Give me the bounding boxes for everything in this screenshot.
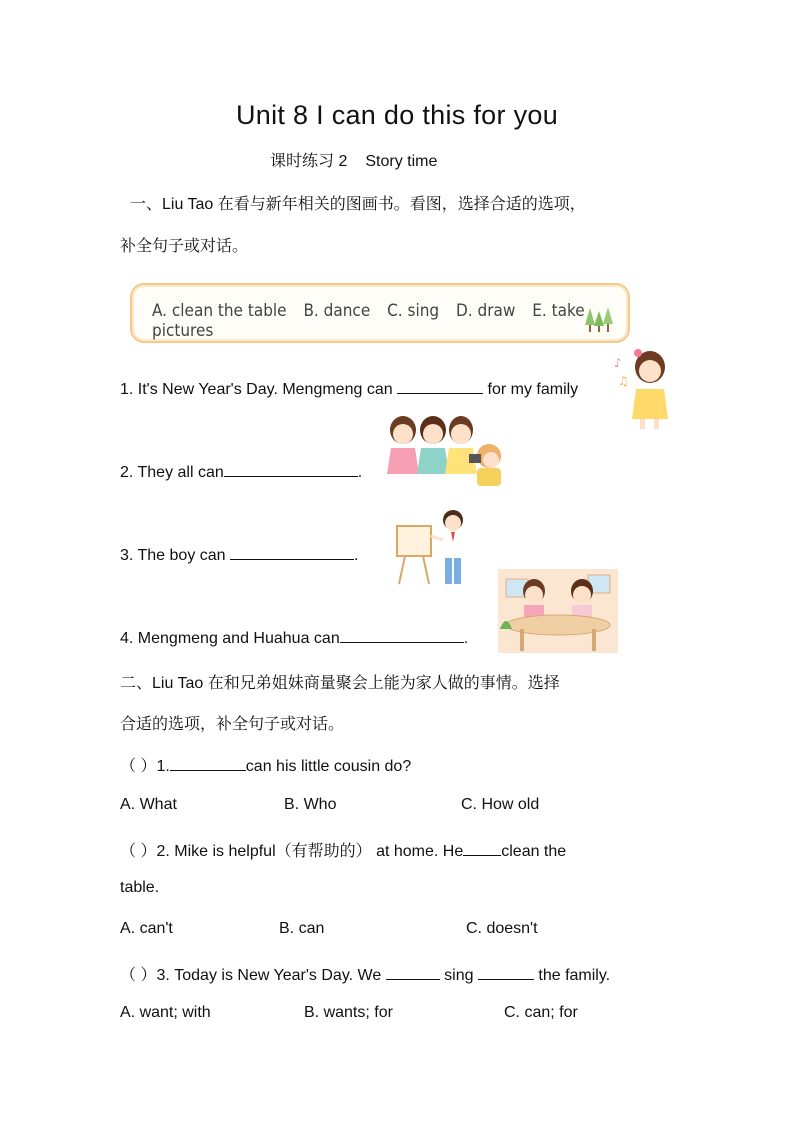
option-a: A. clean the table (152, 301, 287, 321)
s2-q1-blank (170, 757, 246, 771)
s2-q3-choice-c: C. can; for (504, 1004, 578, 1021)
page-subtitle (270, 148, 437, 171)
girls-dancing-illustration (385, 412, 515, 492)
s2-q2-cont: table. (120, 879, 160, 896)
svg-text:♫: ♫ (618, 374, 629, 388)
boy-drawing-illustration (393, 508, 473, 588)
trees-icon (584, 305, 614, 335)
s1-item-4-text: 4. Mengmeng and Huahua can (120, 630, 340, 647)
s1-item-1-blank[interactable] (397, 380, 483, 394)
s2-q2-choice-a: A. can't (120, 920, 173, 937)
s2-q3-tail: the family. (533, 967, 611, 984)
s2-q3-mid: sing (439, 967, 478, 984)
s2-q1-choice-a: A. What (120, 796, 177, 813)
svg-text:♪: ♪ (614, 356, 622, 370)
answer-paren[interactable]: （ ） (120, 843, 157, 860)
answer-paren[interactable]: （ ） (120, 758, 157, 775)
s1-item-2 (120, 463, 362, 482)
s2-q1-choice-b: B. Who (284, 796, 337, 813)
girls-cleaning-table-illustration (498, 569, 618, 653)
s1-item-1 (120, 380, 578, 399)
s2-q2-choice-c: C. doesn't (466, 920, 538, 937)
section1-heading-cont: 补全句子或对话。 (120, 238, 249, 255)
options-box (130, 283, 630, 343)
s1-item-2-blank[interactable] (224, 463, 358, 477)
s1-item-3 (120, 546, 358, 565)
s2-q1-number: 1. (156, 758, 170, 775)
s2-q2-tail: clean the (501, 843, 567, 860)
s1-item-2-tail: . (357, 464, 363, 481)
page-title: Unit 8 I can do this for you (235, 100, 559, 130)
lesson-label: 课时练习 2 (270, 153, 348, 170)
s1-item-4-tail: . (463, 630, 469, 647)
section2-heading: 二、Liu Tao 在和兄弟姐妹商量聚会上能为家人做的事情。选择 (120, 675, 560, 692)
s1-item-3-text: 3. The boy can (120, 547, 230, 564)
part-label: Story time (365, 153, 438, 170)
s2-q2-choice-b: B. can (279, 920, 325, 937)
s1-item-1-tail: for my family (483, 381, 579, 398)
singing-girl-illustration (612, 345, 672, 435)
option-b: B. dance (303, 301, 371, 321)
s2-question-1 (120, 753, 411, 776)
s2-q3-blank-1 (386, 966, 440, 980)
option-d: D. draw (456, 301, 516, 321)
s1-item-4-blank[interactable] (340, 629, 464, 643)
options-list (152, 301, 628, 341)
option-c: C. sing (387, 301, 440, 321)
s2-q1-choice-c: C. How old (461, 796, 540, 813)
s1-item-1-text: 1. It's New Year's Day. Mengmeng can (120, 381, 398, 398)
s1-item-4 (120, 629, 468, 648)
s2-q2-blank (463, 842, 501, 856)
section1-heading: 一、Liu Tao 在看与新年相关的图画书。看图，选择合适的选项， (130, 196, 586, 213)
s2-q2-text: 2. Mike is helpful（有帮助的） at home. He (156, 843, 464, 860)
s2-question-3 (120, 962, 610, 985)
s2-q3-choice-a: A. want; with (120, 1004, 211, 1021)
s2-q1-text: can his little cousin do? (245, 758, 412, 775)
answer-paren[interactable]: （ ） (120, 967, 157, 984)
s2-question-2 (120, 838, 566, 861)
s2-q3-text: 3. Today is New Year's Day. We (156, 967, 386, 984)
s1-item-2-text: 2. They all can (120, 464, 224, 481)
s2-q3-blank-2 (478, 966, 534, 980)
section2-heading-cont: 合适的选项，补全句子或对话。 (120, 716, 345, 733)
s1-item-3-blank[interactable] (230, 546, 354, 560)
s1-item-3-tail: . (354, 547, 359, 564)
s2-q3-choice-b: B. wants; for (304, 1004, 393, 1021)
option-e: E. take pictures (152, 301, 585, 341)
